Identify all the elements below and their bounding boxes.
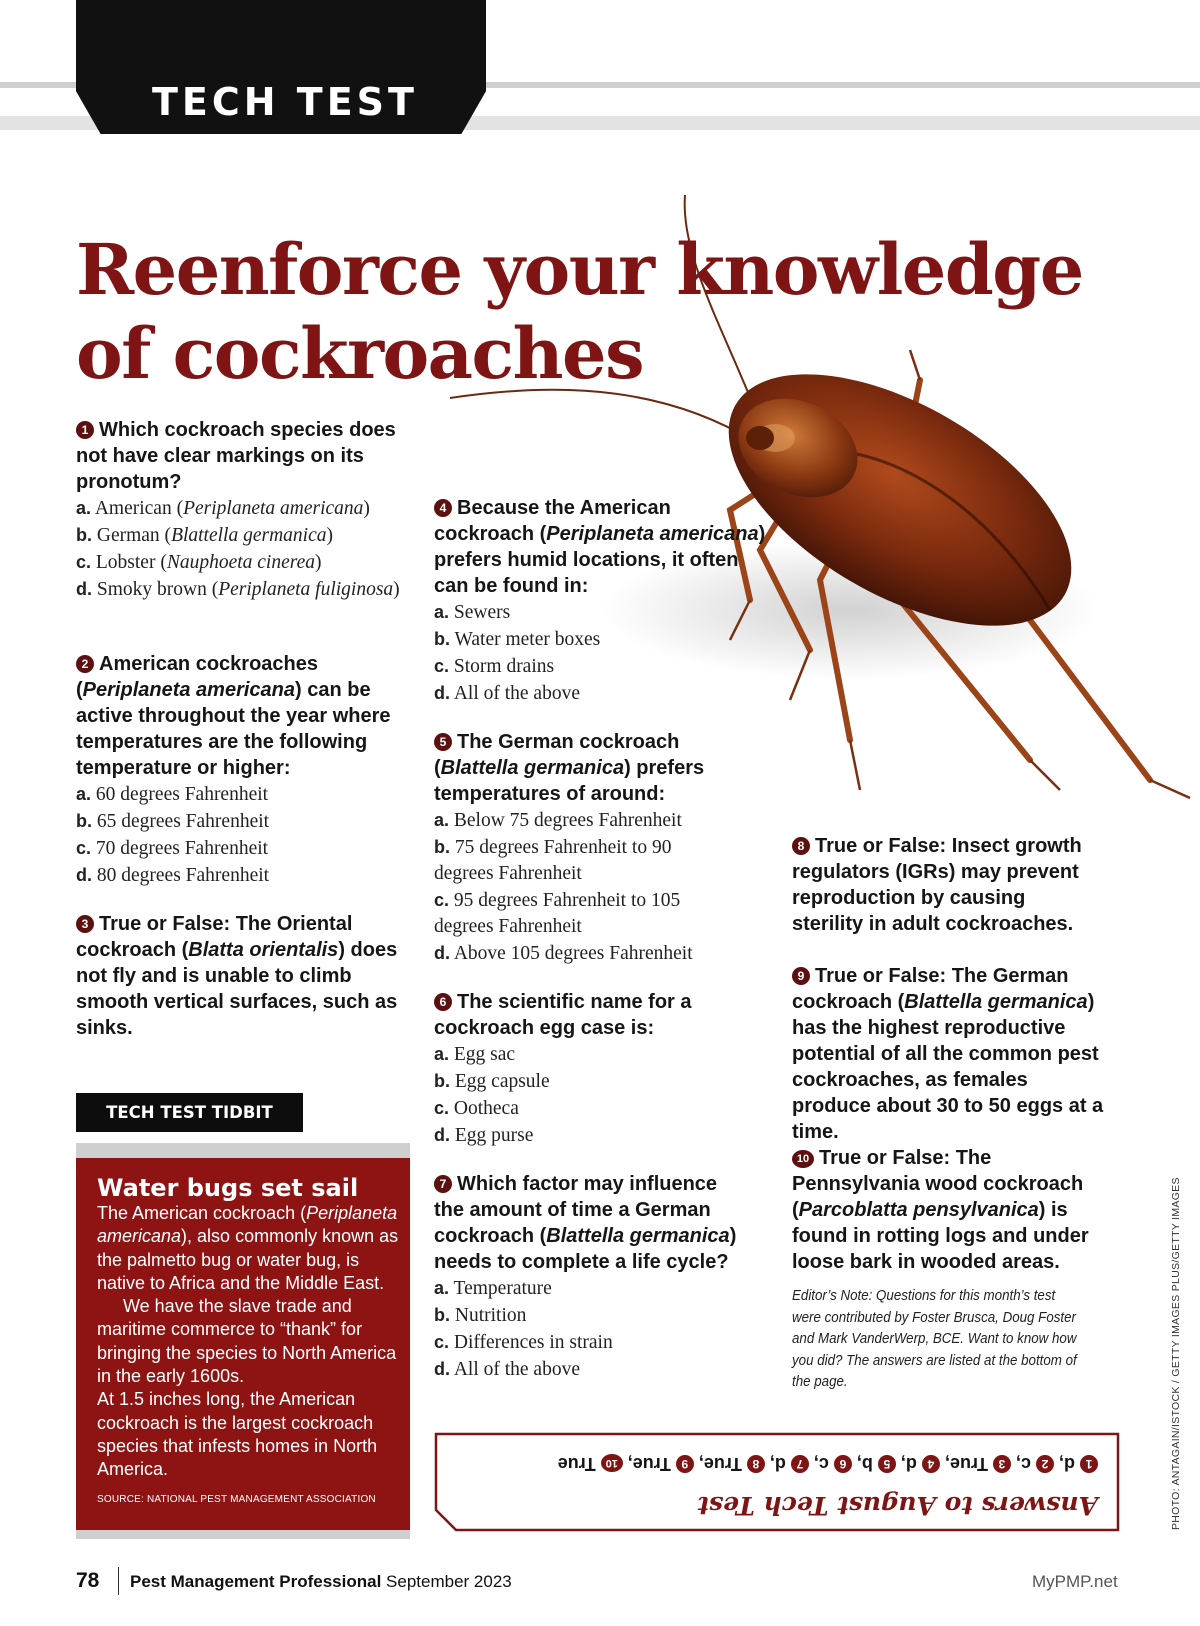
option-d: d. 80 degrees Fahrenheit — [76, 865, 270, 886]
option-c: c. Storm drains — [434, 656, 555, 677]
option-a: a. 60 degrees Fahrenheit — [76, 784, 269, 805]
answer-5: b, — [856, 1454, 873, 1474]
answer-8-badge: 8 — [747, 1455, 765, 1473]
publication-line — [130, 1572, 512, 1592]
answers-box — [434, 1432, 1120, 1532]
answer-9: True, — [627, 1454, 671, 1474]
question-9 — [792, 963, 1112, 1145]
answer-2-badge: 2 — [1036, 1455, 1054, 1473]
option-c: c. Lobster (Nauphoeta cinerea) — [76, 552, 322, 573]
answer-9-badge: 9 — [676, 1455, 694, 1473]
answer-7-badge: 7 — [791, 1455, 809, 1473]
question-8-text: 8 True or False: Insect growth regulators (IGRs) may prevent reproduction by causing sterility in adult cockroaches. — [792, 835, 1082, 935]
number-badge: 1 — [76, 421, 94, 439]
number-badge: 3 — [76, 915, 94, 933]
option-c: c. 70 degrees Fahrenheit — [76, 838, 269, 859]
question-6-text: 6 The scientific name for a cockroach egg case is: — [434, 991, 692, 1039]
question-3-text: 3 True or False: The Oriental cockroach (Blatta orientalis) does not fly and is unable to climb smooth vertical surfaces, such as sinks. — [76, 913, 398, 1039]
option-c: c. 95 degrees Fahrenheit to 105 degrees Fahrenheit — [434, 890, 681, 937]
answer-1: d, — [1059, 1454, 1075, 1474]
option-b: b. 75 degrees Fahrenheit to 90 degrees Fahrenheit — [434, 837, 672, 884]
question-7 — [434, 1171, 744, 1383]
answer-8: True, — [698, 1454, 742, 1474]
question-3 — [76, 911, 406, 1041]
option-b: b. Egg capsule — [434, 1071, 550, 1092]
option-a: a. Sewers — [434, 602, 511, 623]
tidbit-body — [97, 1202, 402, 1482]
tidbit-paragraph-2: We have the slave trade and maritime commerce to “thank” for bringing the species to North America in the early 1600s. — [97, 1296, 397, 1387]
answers-title: Answers to August Tech Test — [697, 1491, 1098, 1520]
question-1-text: 1 Which cockroach species does not have clear markings on its pronotum? — [76, 419, 396, 493]
option-b: b. Water meter boxes — [434, 629, 601, 650]
question-10-text: 10 True or False: The Pennsylvania wood cockroach (Parcoblatta pensylvanica) is found in rotting logs and under loose bark in wooded areas. — [792, 1147, 1089, 1273]
option-a: a. Temperature — [434, 1278, 552, 1299]
option-d: d. Smoky brown (Periplaneta fuliginosa) — [76, 579, 400, 600]
page-number: 78 — [76, 1569, 100, 1592]
option-a: a. American (Periplaneta americana) — [76, 498, 370, 519]
number-badge: 9 — [792, 967, 810, 985]
option-d: d. Egg purse — [434, 1125, 534, 1146]
tidbit-label: TECH TEST TIDBIT — [76, 1093, 303, 1132]
answer-2: c, — [1015, 1454, 1031, 1474]
question-7-text: 7 Which factor may influence the amount of time a German cockroach (Blattella germanica) needs to complete a life cycle? — [434, 1173, 737, 1273]
answer-6-badge: 6 — [834, 1455, 852, 1473]
tidbit-title: Water bugs set sail — [97, 1174, 359, 1202]
option-a: a. Below 75 degrees Fahrenheit — [434, 810, 682, 831]
question-8 — [792, 833, 1102, 937]
option-c: c. Differences in strain — [434, 1332, 613, 1353]
question-5-text: 5 The German cockroach (Blattella germanica) prefers temperatures of around: — [434, 731, 705, 805]
tidbit-box — [76, 1158, 410, 1530]
number-badge: 8 — [792, 837, 810, 855]
answers-list — [558, 1453, 1098, 1474]
answer-4-badge: 4 — [922, 1455, 940, 1473]
question-5 — [434, 729, 734, 967]
tidbit-paragraph-1: The American cockroach (Periplaneta americana), also commonly known as the palmetto bug or water bug, is native to Africa and the Middle East. — [97, 1203, 399, 1293]
question-1 — [76, 417, 406, 603]
answer-7: d, — [769, 1454, 786, 1474]
option-d: d. All of the above — [434, 683, 580, 704]
number-badge: 10 — [792, 1150, 814, 1168]
answer-10: True — [557, 1454, 596, 1474]
question-9-text: 9 True or False: The German cockroach (Blattella germanica) has the highest reproductive potential of all the common pest cockroaches, as females produce about 30 to 50 eggs at a time. — [792, 965, 1104, 1143]
tidbit-paragraph-3: At 1.5 inches long, the American cockroach is the largest cockroach species that infests homes in North America. — [97, 1389, 378, 1480]
option-d: d. All of the above — [434, 1359, 580, 1380]
photo-credit: PHOTO: ANTAGAIN/ISTOCK / GETTY IMAGES PLUS/GETTY IMAGES — [1170, 1177, 1182, 1530]
publication-name: Pest Management Professional — [130, 1572, 382, 1591]
option-b: b. German (Blattella germanica) — [76, 525, 333, 546]
question-4-text: 4 Because the American cockroach (Periplaneta americana) prefers humid locations, it often can be found in: — [434, 497, 766, 597]
question-6 — [434, 989, 734, 1149]
answer-3-badge: 3 — [993, 1455, 1011, 1473]
headline — [76, 228, 1156, 396]
editor-note: Editor’s Note: Questions for this month’s test were contributed by Foster Brusca, Doug Foster and Mark VanderWerp, BCE. Want to know how you did? The answers are listed at the bottom of the page. — [792, 1288, 1077, 1390]
option-a: a. Egg sac — [434, 1044, 516, 1065]
footer-divider — [118, 1567, 119, 1595]
answer-3: True, — [944, 1454, 988, 1474]
issue-date: September 2023 — [386, 1572, 512, 1591]
answer-6: c, — [813, 1454, 829, 1474]
question-2 — [76, 651, 406, 889]
option-c: c. Ootheca — [434, 1098, 519, 1119]
answer-4: d, — [900, 1454, 917, 1474]
tidbit-source: SOURCE: NATIONAL PEST MANAGEMENT ASSOCIATION — [97, 1494, 376, 1505]
question-4 — [434, 495, 766, 707]
number-badge: 5 — [434, 733, 452, 751]
number-badge: 6 — [434, 993, 452, 1011]
question-2-text: 2 American cockroaches (Periplaneta americana) can be active throughout the year where temperatures are the following temperature or higher: — [76, 653, 391, 779]
website-link[interactable]: MyPMP.net — [1032, 1572, 1118, 1591]
answer-10-badge: 10 — [601, 1454, 623, 1472]
option-b: b. Nutrition — [434, 1305, 527, 1326]
answer-1-badge: 1 — [1080, 1455, 1098, 1473]
answer-5-badge: 5 — [878, 1455, 896, 1473]
section-label: TECH TEST — [152, 80, 418, 124]
question-10 — [792, 1145, 1122, 1275]
number-badge: 4 — [434, 499, 452, 517]
option-b: b. 65 degrees Fahrenheit — [76, 811, 270, 832]
headline-line-1: Reenforce your knowledge — [76, 228, 1083, 311]
number-badge: 7 — [434, 1175, 452, 1193]
option-d: d. Above 105 degrees Fahrenheit — [434, 943, 693, 964]
headline-line-2: of cockroaches — [76, 312, 643, 395]
number-badge: 2 — [76, 655, 94, 673]
